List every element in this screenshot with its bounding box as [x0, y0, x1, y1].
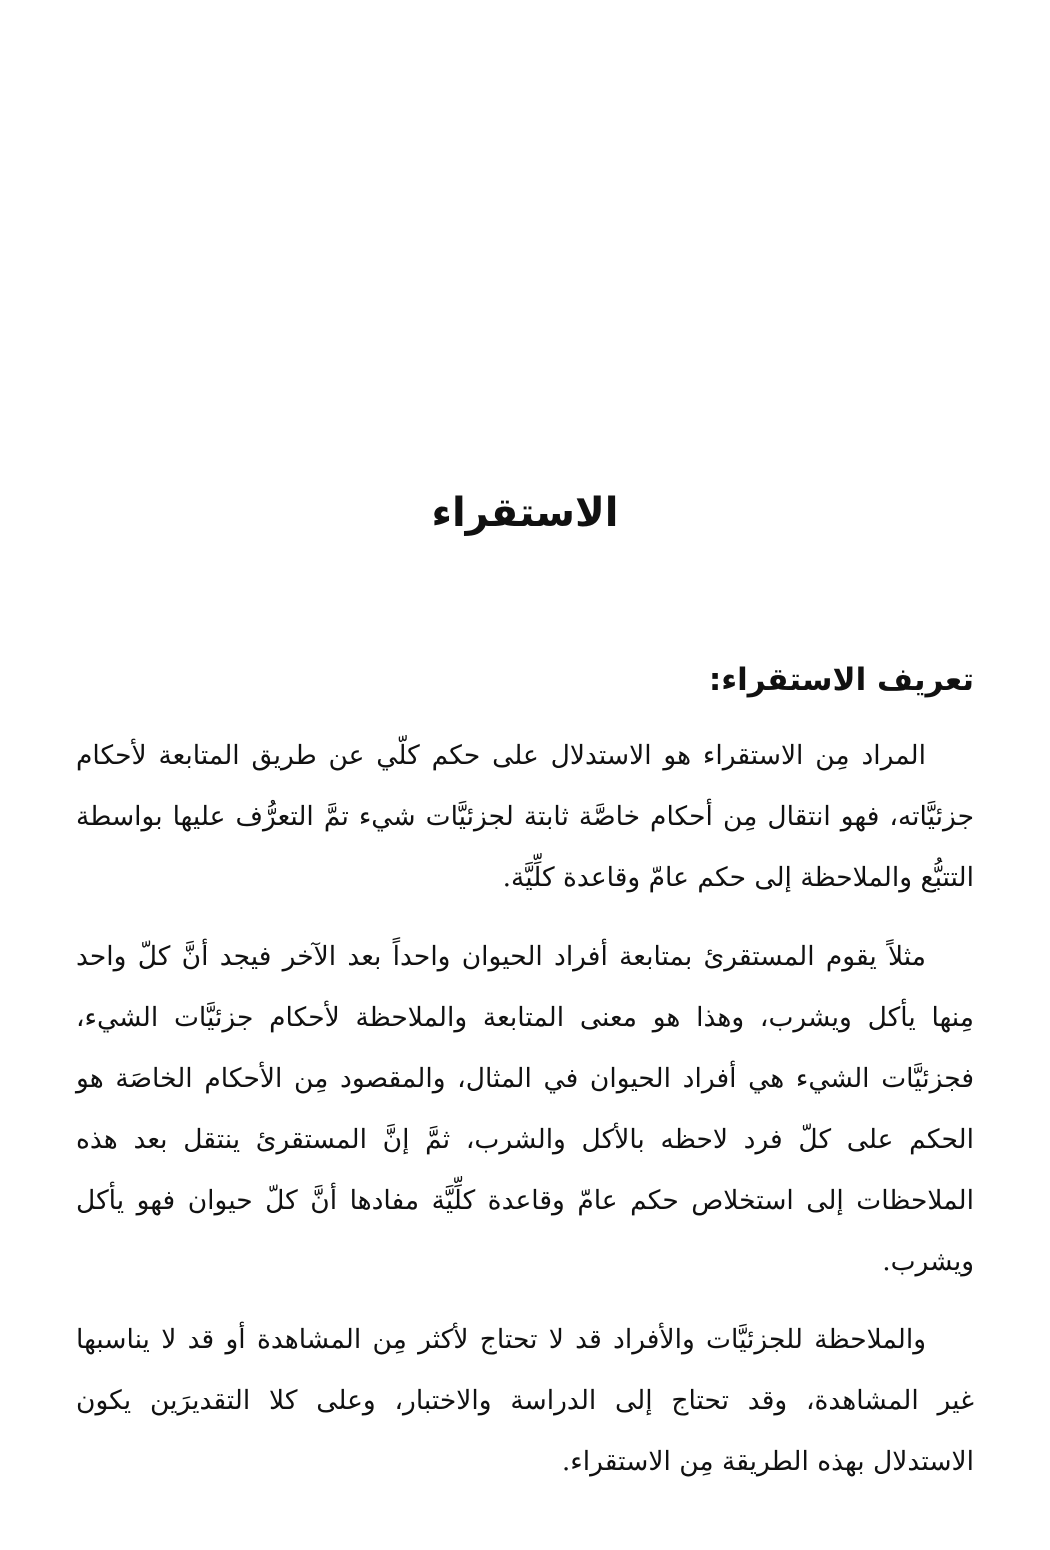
chapter-title: الاستقراء — [431, 490, 619, 536]
paragraph-observation: والملاحظة للجزئيَّات والأفراد قد لا تحتاج لأكثر مِن المشاهدة أو قد لا يناسبها غير المشاهدة، وقد تحتاج إلى الدراسة والاختبار، وعلى كلا التقديرَين يكون الاستدلال بهذه الطريقة مِن الاستقراء. — [76, 1324, 974, 1477]
paragraph-definition: المراد مِن الاستقراء هو الاستدلال على حكم كلّي عن طريق المتابعة لأحكام جزئيَّاته، فهو انتقال مِن أحكام خاصَّة ثابتة لجزئيَّات شيء تمَّ التعرُّف عليها بواسطة التتبُّع والملاحظة إلى حكم عامّ وقاعدة كلِّيَّة. — [76, 740, 974, 893]
section-heading: تعريف الاستقراء: — [708, 662, 974, 698]
paragraph-example: مثلاً يقوم المستقرئ بمتابعة أفراد الحيوان واحداً بعد الآخر فيجد أنَّ كلّ واحد مِنها يأكل ويشرب، وهذا هو معنى المتابعة والملاحظة لأحكام جزئيَّات الشيء، فجزئيَّات الشيء هي أفراد الحيوان في المثال، والمقصود مِن الأحكام الخاصَة هو الحكم على كلّ فرد لاحظه بالأكل والشرب، ثمَّ إنَّ المستقرئ ينتقل بعد هذه الملاحظات إلى استخلاص حكم عامّ وقاعدة كلِّيَّة مفادها أنَّ كلّ حيوان فهو يأكل ويشرب. — [76, 941, 974, 1277]
